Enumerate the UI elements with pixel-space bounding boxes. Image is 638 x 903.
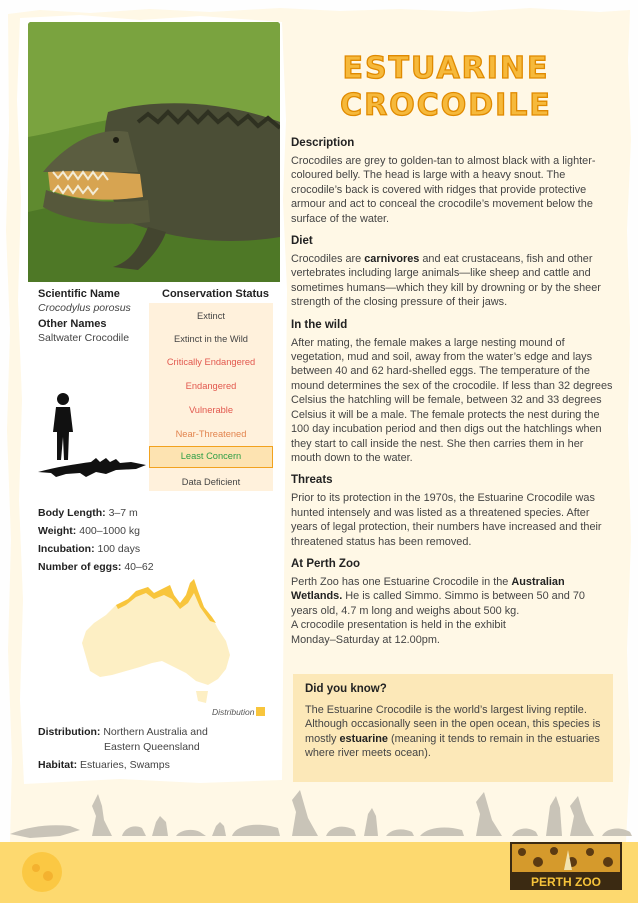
cassowary-silhouette-icon	[546, 796, 562, 836]
kangaroo-silhouette-icon	[476, 792, 502, 836]
did-you-know-box	[293, 674, 613, 782]
eggs-value: 40–62	[121, 561, 154, 573]
description-text: Crocodiles are grey to golden-tan to almost black with a lighter-coloured belly. The head is large with a heavy snout. The crocodile’s back is covered with ridges that provide protective armour and act to conceal the crocodile’s movement below the surface of the water.	[291, 155, 596, 225]
crocodile-silhouette-icon	[10, 825, 80, 838]
conservation-status-near-threatened: Near-Threatened	[175, 429, 247, 439]
distribution-habitat	[38, 725, 273, 773]
zoo-text	[291, 575, 613, 647]
echidna-silhouette-icon	[326, 827, 356, 836]
wombat-silhouette-icon	[122, 826, 146, 836]
body-length-value: 3–7 m	[105, 507, 138, 519]
zoo-text-post: He is called Simmo. Simmo is between 50 and 70 years old, 4.7 m long and weighs about 500 kg.	[291, 590, 585, 617]
stats-block	[38, 504, 273, 576]
conservation-status-endangered: Endangered	[185, 381, 237, 391]
scientific-name-label: Scientific Name	[38, 288, 120, 300]
eggs-label: Number of eggs:	[38, 561, 122, 573]
distribution-value-1: Northern Australia and	[100, 726, 208, 738]
diet-text	[291, 252, 613, 310]
distribution-label: Distribution:	[38, 726, 101, 738]
incubation-value: 100 days	[94, 543, 141, 555]
conservation-status-vulnerable: Vulnerable	[188, 405, 234, 415]
diet-heading: Diet	[291, 235, 313, 248]
zoo-exhibit-name: Australian Wetlands.	[291, 575, 565, 603]
conservation-status-data-deficient: Data Deficient	[181, 477, 241, 487]
quokka-silhouette-icon	[512, 829, 538, 836]
distribution-value-2: Eastern Queensland	[104, 741, 200, 753]
did-you-know-heading: Did you know?	[305, 683, 387, 695]
emu-silhouette-icon	[364, 808, 378, 836]
bilby-silhouette-icon	[602, 829, 632, 836]
diet-text-post: and eat crustaceans, fish and other vertebrates including large animals—like sheep and cattle and sometimes humans—which they kill by drowning or by the sheer strength of the closing pressure of their jaws.	[291, 253, 601, 309]
lizard-silhouette-icon	[420, 828, 464, 836]
distribution-line	[38, 725, 273, 740]
habitat-label: Habitat:	[38, 759, 78, 771]
title-line-2: CROCODILE	[340, 88, 552, 123]
other-names-label: Other Names	[38, 318, 107, 330]
diet-keyword: carnivores	[364, 253, 420, 266]
conservation-status-title: Conservation Status	[162, 288, 269, 300]
weight-value: 400–1000 kg	[76, 525, 140, 537]
distribution-map	[76, 577, 236, 709]
description-heading: Description	[291, 137, 355, 149]
penguin-silhouette-icon	[212, 822, 226, 836]
wallaby-silhouette-icon	[570, 796, 594, 836]
crocodile-silhouette-icon	[232, 825, 280, 836]
threats-text: Prior to its protection in the 1970s, the Estuarine Crocodile was hunted intensely and was listed as a threatened species. After years of legal protection, their numbers have increased and their threatened status has been removed.	[291, 492, 602, 548]
crocodile-photo	[28, 22, 280, 284]
conservation-status-extinct-in-the-wild: Extinct in the Wild	[174, 334, 248, 344]
conservation-status-extinct: Extinct	[197, 311, 225, 321]
wild-heading: In the wild	[291, 318, 348, 331]
diet-text-pre: Crocodiles are	[291, 253, 365, 266]
body-length-label: Body Length:	[38, 507, 106, 519]
zoo-heading: At Perth Zoo	[291, 557, 360, 570]
weight	[38, 522, 273, 540]
body-length	[38, 504, 273, 522]
perth-zoo-logo	[510, 842, 622, 890]
scientific-name-value: Crocodylus porosus	[38, 302, 131, 314]
numbat-silhouette-icon	[176, 830, 206, 836]
number-of-eggs	[38, 558, 273, 576]
kangaroo-silhouette-icon	[292, 790, 318, 836]
title-line-1: ESTUARINE	[342, 51, 550, 86]
other-names-value: Saltwater Crocodile	[38, 332, 130, 344]
animal-silhouettes-banner	[0, 786, 638, 842]
fact-card	[28, 282, 280, 772]
distribution-key-label: Distribution	[212, 707, 255, 717]
dyk-text-post: (meaning it tends to remain in the estuaries where river meets ocean).	[305, 732, 600, 760]
page-title	[296, 50, 596, 124]
bird-silhouette-icon	[152, 816, 168, 836]
threats-heading: Threats	[291, 474, 333, 487]
distribution-key-swatch	[256, 707, 265, 716]
zoo-text-pre: Perth Zoo has one Estuarine Crocodile in the	[291, 575, 512, 588]
weight-label: Weight:	[38, 525, 77, 537]
incubation	[38, 540, 273, 558]
habitat-line	[38, 758, 273, 773]
dyk-keyword: estuarine	[339, 732, 388, 745]
habitat-value: Estuaries, Swamps	[77, 759, 170, 771]
wild-text: After mating, the female makes a large nesting mound of vegetation, mud and soil, away from the water’s edge and lays between 40 and 62 hard-shelled eggs. The temperature of the mound determines the sex of the crocodile. If less than 32 degrees Celsius the hatchling will be female, between 32 and 33 degrees Celsius it will be a male. The female protects the nest during the 100 day incubation period and then digs out the hatchlings when they start to call inside the nest. She then carries them in her mouth down to the water.	[291, 336, 613, 464]
incubation-label: Incubation:	[38, 543, 95, 555]
conservation-status-critically-endangered: Critically Endangered	[166, 357, 256, 367]
dyk-text-pre: The Estuarine Crocodile is the world’s largest living reptile. Although occasionally seen in the open ocean, this species is mostly	[305, 704, 601, 745]
logo-text: PERTH ZOO	[530, 875, 602, 889]
possum-silhouette-icon	[386, 829, 414, 836]
did-you-know-text	[305, 703, 605, 761]
zoo-presentation-line: A crocodile presentation is held in the exhibit	[291, 619, 506, 632]
kangaroo-silhouette-icon	[92, 794, 112, 836]
zoo-presentation-time: Monday–Saturday at 12.00pm.	[291, 633, 440, 646]
conservation-status-least-concern: Least Concern	[149, 446, 273, 468]
conservation-status-scale	[149, 303, 273, 491]
crocodile-silhouette-icon	[36, 452, 148, 482]
sun-emblem-icon	[16, 846, 68, 898]
main-content	[291, 136, 613, 655]
